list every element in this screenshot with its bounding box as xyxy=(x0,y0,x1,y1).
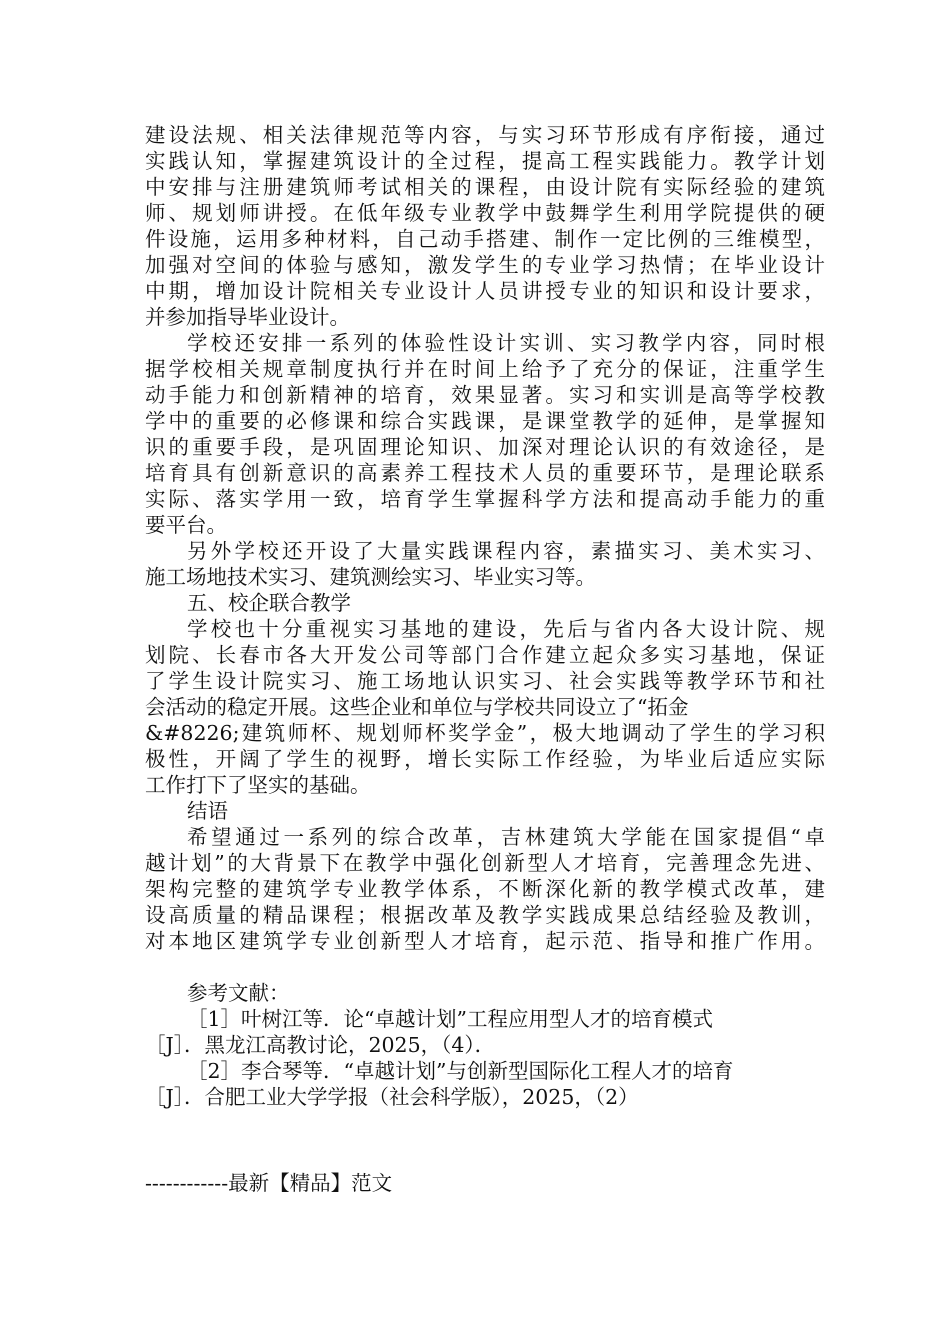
text-line: 并参加指导毕业设计。 xyxy=(145,305,350,329)
text-line: 划院、长春市各大开发公司等部门合作建立起众多实习基地，保证 xyxy=(145,643,825,667)
text-line: 据学校相关规章制度执行并在时间上给予了充分的保证，注重学生 xyxy=(145,357,825,381)
text-line: 动手能力和创新精神的培育，效果显著。实习和实训是高等学校教 xyxy=(145,383,825,407)
text-line: 越计划”的大背景下在教学中强化创新型人才培育，完善理念先进、 xyxy=(145,851,825,875)
text-line: 希望通过一系列的综合改革，吉林建筑大学能在国家提倡“卓 xyxy=(187,825,825,849)
text-line: 极性，开阔了学生的视野，增长实际工作经验，为毕业后适应实际 xyxy=(145,747,825,771)
text-line: 师、规划师讲授。在低年级专业教学中鼓舞学生利用学院提供的硬 xyxy=(145,201,825,225)
text-line: 件设施，运用多种材料，自己动手搭建、制作一定比例的三维模型， xyxy=(145,227,825,251)
text-line: 加强对空间的体验与感知，激发学生的专业学习热情；在毕业设计 xyxy=(145,253,825,277)
text-line: 工作打下了坚实的基础。 xyxy=(145,773,371,797)
text-line: 架构完整的建筑学专业教学体系，不断深化新的教学模式改革，建 xyxy=(145,877,825,901)
references-heading: 参考文献： xyxy=(187,981,290,1005)
footer-text: ------------最新【精品】范文 xyxy=(145,1171,393,1195)
text-line: 要平台。 xyxy=(145,513,227,537)
text-line: 施工场地技术实习、建筑测绘实习、毕业实习等。 xyxy=(145,565,596,589)
text-line: &#8226;建筑师杯、规划师杯奖学金”，极大地调动了学生的学习积 xyxy=(145,721,825,745)
text-line: 了学生设计院实习、施工场地认识实习、社会实践等教学环节和社 xyxy=(145,669,825,693)
reference-item-1-line1: ［1］叶树江等．论“卓越计划”工程应用型人才的培育模式 xyxy=(187,1007,714,1031)
text-line: 设高质量的精品课程；根据改革及教学实践成果总结经验及教训， xyxy=(145,903,825,927)
text-line: 会活动的稳定开展。这些企业和单位与学校共同设立了“拓金 xyxy=(145,695,689,719)
text-line: 中期，增加设计院相关专业设计人员讲授专业的知识和设计要求， xyxy=(145,279,825,303)
text-line: 中安排与注册建筑师考试相关的课程，由设计院有实际经验的建筑 xyxy=(145,175,825,199)
text-line: 识的重要手段，是巩固理论知识、加深对理论认识的有效途径，是 xyxy=(145,435,825,459)
reference-item-2-line2: ［J］．合肥工业大学学报（社会科学版），2025，（2） xyxy=(145,1085,639,1109)
section-heading: 五、校企联合教学 xyxy=(187,591,351,615)
text-line: 实践认知，掌握建筑设计的全过程，提高工程实践能力。教学计划 xyxy=(145,149,825,173)
text-line: 对本地区建筑学专业创新型人才培育，起示范、指导和推广作用。 xyxy=(145,929,825,953)
conclusion-heading: 结语 xyxy=(187,799,228,823)
text-line: 实际、落实学用一致，培育学生掌握科学方法和提高动手能力的重 xyxy=(145,487,825,511)
reference-item-1-line2: ［J］．黑龙江高教讨论，2025，（4）． xyxy=(145,1033,496,1057)
text-line: 建设法规、相关法律规范等内容，与实习环节形成有序衔接，通过 xyxy=(145,123,825,147)
text-line: 学校还安排一系列的体验性设计实训、实习教学内容，同时根 xyxy=(187,331,825,355)
text-line: 培育具有创新意识的高素养工程技术人员的重要环节，是理论联系 xyxy=(145,461,825,485)
text-line: 另外学校还开设了大量实践课程内容，素描实习、美术实习、 xyxy=(187,539,825,563)
text-line: 学中的重要的必修课和综合实践课，是课堂教学的延伸，是掌握知 xyxy=(145,409,825,433)
text-line: 学校也十分重视实习基地的建设，先后与省内各大设计院、规 xyxy=(187,617,825,641)
reference-item-2-line1: ［2］李合琴等．“卓越计划”与创新型国际化工程人才的培育 xyxy=(187,1059,734,1083)
